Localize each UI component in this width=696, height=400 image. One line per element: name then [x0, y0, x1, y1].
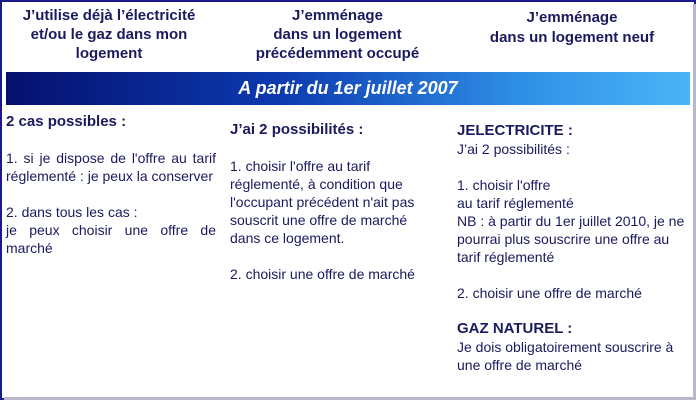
- banner-text: A partir du 1er juillet 2007: [238, 78, 458, 98]
- column-previously-occupied: [230, 121, 436, 283]
- header-line: précédemment occupé: [255, 45, 420, 62]
- option-2-text: je peux choisir une offre de marché: [6, 222, 216, 256]
- header-existing-home: [4, 6, 214, 63]
- column-heading: J’ai 2 possibilités :: [230, 121, 364, 138]
- header-new-home: [452, 8, 692, 48]
- option-1-text: 1. si je dispose de l'offre au tarif réglementé : je peux la conserver: [6, 150, 216, 184]
- electricity-option-1-line2: au tarif réglementé: [457, 195, 574, 211]
- electricity-heading: JELECTRICITE :: [457, 122, 573, 139]
- column-existing-home: [6, 113, 216, 257]
- header-line: J’emménage: [292, 7, 383, 24]
- electricity-intro: J’ai 2 possibilités :: [457, 141, 570, 157]
- header-line: J’utilise déjà l’électricité: [22, 7, 196, 24]
- header-line: dans un logement neuf: [489, 29, 655, 46]
- gas-text: Je dois obligatoirement souscrire à une offre de marché: [457, 339, 674, 373]
- electricity-option-2: 2. choisir une offre de marché: [457, 285, 642, 301]
- column-new-home: [457, 122, 685, 374]
- option-2-text: 2. choisir une offre de marché: [230, 266, 415, 282]
- electricity-option-1-line1: 1. choisir l'offre: [457, 177, 551, 193]
- header-line: et/ou le gaz dans mon: [30, 26, 188, 43]
- column-heading: 2 cas possibles :: [6, 113, 127, 130]
- gas-heading: GAZ NATUREL :: [457, 320, 573, 337]
- option-1-text: 1. choisir l'offre au tarif réglementé, à condition que l'occupant précédent n'ait pas souscrit une offre de marché dans ce logement.: [230, 158, 415, 246]
- header-line: dans un logement: [273, 26, 402, 43]
- date-banner: [6, 72, 690, 105]
- header-line: J’emménage: [526, 9, 618, 26]
- option-2-label: 2. dans tous les cas :: [6, 204, 138, 220]
- header-line: logement: [75, 45, 143, 62]
- header-previously-occupied: [230, 6, 445, 63]
- electricity-nb-note: NB : à partir du 1er juillet 2010, je ne pourrai plus souscrire une offre au tarif réglementé: [457, 213, 685, 265]
